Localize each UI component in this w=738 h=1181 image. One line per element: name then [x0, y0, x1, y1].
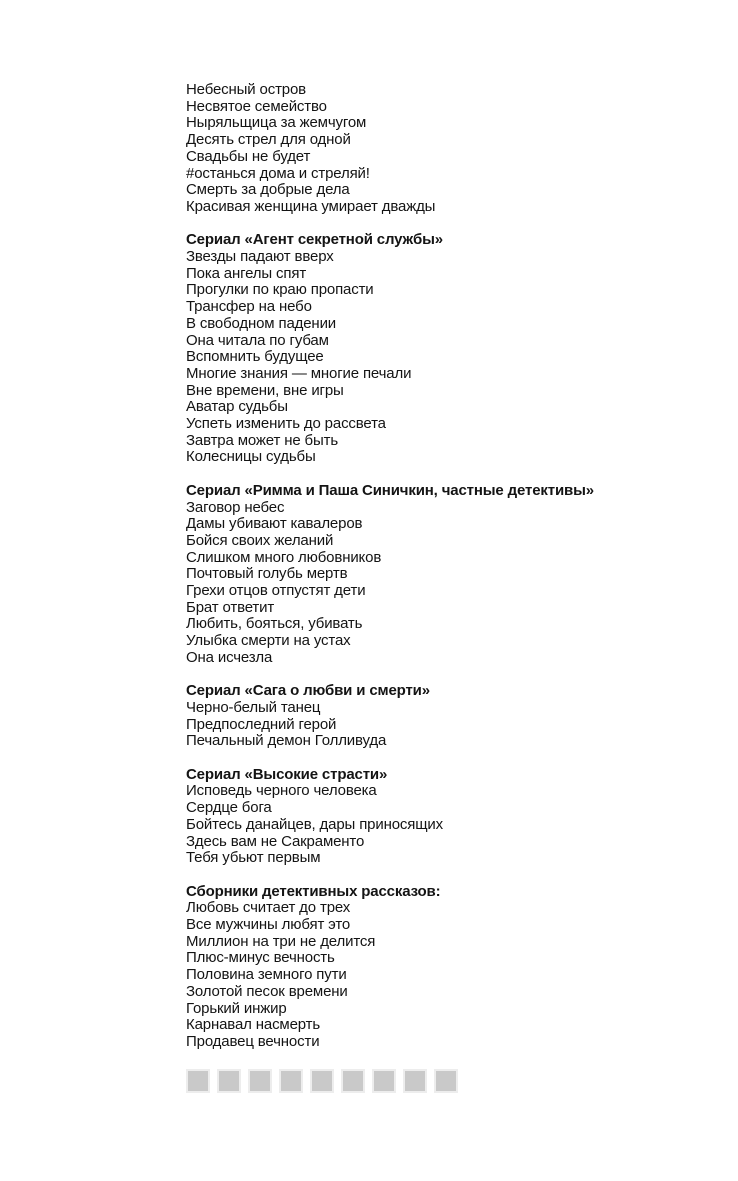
title-item: Небесный остров — [186, 81, 306, 98]
title-item: Свадьбы не будет — [186, 147, 311, 165]
placeholder-square — [279, 1069, 303, 1093]
title-item: Почтовый голубь мертв — [186, 565, 348, 583]
title-item: Все мужчины любят это — [186, 916, 351, 934]
title-item: Аватар судьбы — [186, 398, 288, 416]
placeholder-squares-row — [186, 1069, 458, 1093]
title-item: Слишком много любовников — [186, 548, 382, 566]
bibliography-section — [186, 232, 686, 466]
section-header: Сериал «Агент секретной службы» — [186, 231, 443, 249]
section-header: Сборники детективных рассказов: — [186, 882, 441, 900]
title-item: Красивая женщина умирает дважды — [186, 197, 436, 215]
title-item: Исповедь черного человека — [186, 782, 377, 800]
placeholder-square — [372, 1069, 396, 1093]
title-item: Тебя убьют первым — [186, 849, 321, 867]
title-item: Улыбка смерти на устах — [186, 632, 351, 650]
title-item: Бойся своих желаний — [186, 531, 334, 549]
title-item: Черно-белый танец — [186, 698, 321, 716]
title-item: В свободном падении — [186, 314, 337, 332]
title-item: Несвятое семейство — [186, 97, 327, 115]
title-item: Смерть за добрые дела — [186, 181, 350, 199]
section-header: Сериал «Сага о любви и смерти» — [186, 682, 430, 700]
title-item: Печальный демон Голливуда — [186, 732, 387, 750]
title-item: Дамы убивают кавалеров — [186, 515, 363, 533]
title-item: Она читала по губам — [186, 331, 329, 349]
placeholder-square — [310, 1069, 334, 1093]
title-item: Грехи отцов отпустят дети — [186, 582, 366, 600]
title-item: Вне времени, вне игры — [186, 381, 344, 399]
title-item: Плюс-минус вечность — [186, 949, 335, 967]
title-item: Многие знания — многие печали — [186, 364, 412, 382]
title-item: Колесницы судьбы — [186, 448, 316, 466]
section-header: Сериал «Римма и Паша Синичкин, частные детективы» — [186, 481, 594, 499]
placeholder-square — [403, 1069, 427, 1093]
title-item: Бойтесь данайцев, дары приносящих — [186, 815, 444, 833]
title-item: Десять стрел для одной — [186, 131, 351, 149]
title-item: Пока ангелы спят — [186, 264, 307, 282]
title-item: Любить, бояться, убивать — [186, 615, 363, 633]
placeholder-square — [341, 1069, 365, 1093]
title-item: #останься дома и стреляй! — [186, 164, 370, 182]
bibliography-section — [186, 767, 686, 867]
placeholder-square — [186, 1069, 210, 1093]
title-item: Заговор небес — [186, 498, 285, 516]
title-item: Здесь вам не Сакраменто — [186, 832, 365, 850]
title-item: Ныряльщица за жемчугом — [186, 114, 367, 132]
title-item: Горький инжир — [186, 999, 287, 1017]
section-header: Сериал «Высокие страсти» — [186, 765, 388, 783]
bibliography-section — [186, 82, 686, 216]
title-item: Золотой песок времени — [186, 982, 348, 1000]
title-item: Продавец вечности — [186, 1033, 320, 1050]
title-item: Успеть изменить до рассвета — [186, 415, 386, 433]
title-item: Сердце бога — [186, 799, 272, 817]
title-item: Половина земного пути — [186, 966, 347, 984]
title-item: Вспомнить будущее — [186, 348, 324, 366]
title-item: Звезды падают вверх — [186, 248, 334, 266]
bibliography-section — [186, 483, 686, 667]
title-item: Трансфер на небо — [186, 298, 312, 316]
title-item: Миллион на три не делится — [186, 932, 376, 950]
title-item: Брат ответит — [186, 598, 275, 616]
title-item: Завтра может не быть — [186, 431, 339, 449]
placeholder-square — [248, 1069, 272, 1093]
bibliography-list — [186, 82, 686, 1051]
placeholder-square — [434, 1069, 458, 1093]
title-item: Она исчезла — [186, 648, 273, 666]
bibliography-section — [186, 884, 686, 1051]
title-item: Прогулки по краю пропасти — [186, 281, 374, 299]
bibliography-section — [186, 683, 686, 750]
title-item: Карнавал насмерть — [186, 1016, 321, 1034]
placeholder-square — [217, 1069, 241, 1093]
title-item: Любовь считает до трех — [186, 899, 351, 917]
title-item: Предпоследний герой — [186, 715, 337, 733]
